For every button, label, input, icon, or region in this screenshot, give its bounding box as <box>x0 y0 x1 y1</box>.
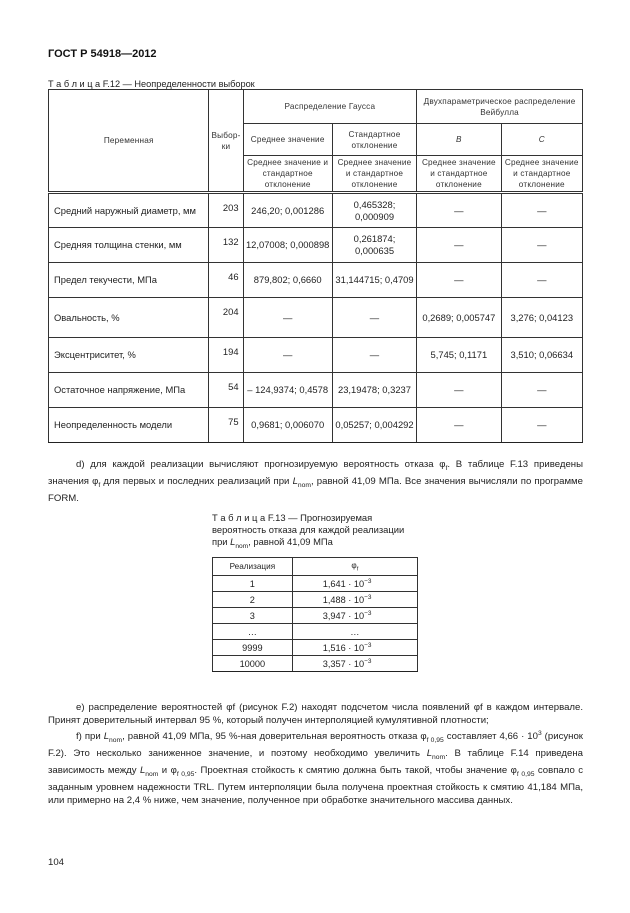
header-sub: Среднее значение и стандартное отклонение <box>243 156 332 193</box>
cell-gauss-mean: 0,9681; 0,006070 <box>243 408 332 443</box>
header-implementation: Реализация <box>213 558 293 576</box>
table-row <box>49 228 583 263</box>
cell-weibull-b: — <box>417 193 501 228</box>
cell-variable: Предел текучести, МПа <box>49 263 209 298</box>
cell-gauss-std: 23,19478; 0,3237 <box>332 373 416 408</box>
cell-weibull-b: 5,745; 0,1171 <box>417 338 501 373</box>
header-std: Стандартное отклонение <box>332 124 416 156</box>
paragraphs-e-f <box>48 701 583 807</box>
table-row <box>49 408 583 443</box>
cell-probability: $1,516 \cdot 10^{-3}$ <box>292 640 417 656</box>
header-samples: Выбор-ки <box>209 90 243 193</box>
table-row <box>49 373 583 408</box>
cell-weibull-c: 3,510; 0,06634 <box>501 338 582 373</box>
cell-gauss-mean: 246,20; 0,001286 <box>243 193 332 228</box>
table-f13 <box>212 557 418 672</box>
cell-samples: 203 <box>209 193 243 228</box>
cell-samples: 204 <box>209 298 243 338</box>
table-f12-caption: Т а б л и ц а F.12 — Неопределенности выборок <box>48 79 255 89</box>
cell-samples: 54 <box>209 373 243 408</box>
header-sub: Среднее значение и стандартное отклонение <box>332 156 416 193</box>
header-b: B <box>417 124 501 156</box>
table-f13-caption: Т а б л и ц а F.13 — Прогнозируемая вероятность отказа для каждой реализации при $L_{nom}$, равной 41,09 МПа <box>212 512 405 550</box>
cell-weibull-c: — <box>501 373 582 408</box>
cell-gauss-std: 0,465328; 0,000909 <box>332 193 416 228</box>
paragraph-f: f) при $L_{nom}$, равной 41,09 МПа, 95 %-ная доверительная вероятность отказа $\varphi_{f 0,95}$ составляет $4,66 \cdot 10^3$ (рисунок F.2). Это несколько заниженное значение, и поэтому необходимо увеличить $L_{nom}$. В таблице F.14 приведена зависимость между $L_{nom}$ и $\varphi_{f 0,95}$. Проектная стойкость к смятию должна быть такой, чтобы значение $\varphi_{f 0,95}$ совпало с заданным уровнем надежности TRL. Путем интерполяции была получена проектная стойкость к смятию 41,184 МПа, или примерно на 2,4 % ниже, чем значение, полученное при обработке значительного массива данных. <box>48 730 584 806</box>
page-number: 104 <box>48 857 65 868</box>
cell-weibull-c: — <box>501 193 582 228</box>
cell-probability: $3,357 \cdot 10^{-3}$ <box>292 656 417 672</box>
cell-weibull-c: — <box>501 263 582 298</box>
cell-variable: Эксцентриситет, % <box>49 338 209 373</box>
cell-gauss-mean: 12,07008; 0,000898 <box>243 228 332 263</box>
table-row <box>49 298 583 338</box>
cell-implementation: … <box>213 624 293 640</box>
cell-weibull-c: — <box>501 408 582 443</box>
cell-gauss-mean: 879,802; 0,6660 <box>243 263 332 298</box>
cell-variable: Овальность, % <box>49 298 209 338</box>
cell-probability: $1,641 \cdot 10^{-3}$ <box>292 576 417 592</box>
cell-weibull-b: — <box>417 373 501 408</box>
cell-variable: Остаточное напряжение, МПа <box>49 373 209 408</box>
cell-probability: $3,947 \cdot 10^{-3}$ <box>292 608 417 624</box>
cell-gauss-std: 0,05257; 0,004292 <box>332 408 416 443</box>
cell-gauss-mean: — <box>243 298 332 338</box>
table-row <box>49 263 583 298</box>
cell-weibull-b: — <box>417 263 501 298</box>
cell-implementation: 3 <box>213 608 293 624</box>
cell-weibull-c: 3,276; 0,04123 <box>501 298 582 338</box>
table-f12 <box>48 89 583 443</box>
table-row <box>213 576 418 592</box>
document-header: ГОСТ Р 54918—2012 <box>48 48 157 60</box>
cell-variable: Средняя толщина стенки, мм <box>49 228 209 263</box>
header-c: C <box>501 124 582 156</box>
header-weibull: Двухпараметрическое распределение Вейбулла <box>417 90 583 124</box>
table-row <box>213 656 418 672</box>
cell-samples: 132 <box>209 228 243 263</box>
cell-implementation: 2 <box>213 592 293 608</box>
table-row <box>213 608 418 624</box>
header-phi: $\varphi_f$ <box>292 558 417 576</box>
cell-gauss-std: — <box>332 338 416 373</box>
cell-weibull-b: — <box>417 408 501 443</box>
header-sub: Среднее значение и стандартное отклонение <box>501 156 582 193</box>
table-row <box>49 338 583 373</box>
header-mean: Среднее значение <box>243 124 332 156</box>
table-row <box>49 193 583 228</box>
cell-implementation: 1 <box>213 576 293 592</box>
paragraph-e: e) распределение вероятностей φf (рисунок F.2) находят подсчетом числа появлений φf в каждом интервале. Принят доверительный интервал 95 %, который получен интерполяцией кумулятивной плотности; <box>48 702 583 726</box>
header-gauss: Распределение Гаусса <box>243 90 417 124</box>
header-variable: Переменная <box>49 90 209 193</box>
table-row <box>213 624 418 640</box>
cell-variable: Средний наружный диаметр, мм <box>49 193 209 228</box>
table-row <box>213 640 418 656</box>
cell-variable: Неопределенность модели <box>49 408 209 443</box>
cell-samples: 46 <box>209 263 243 298</box>
cell-samples: 75 <box>209 408 243 443</box>
header-sub: Среднее значение и стандартное отклонение <box>417 156 501 193</box>
cell-weibull-b: — <box>417 228 501 263</box>
cell-gauss-std: — <box>332 298 416 338</box>
paragraph-d: d) для каждой реализации вычисляют прогнозируемую вероятность отказа $\varphi_f$. В таблице F.13 приведены значения $\varphi_f$ для первых и последних реализаций при $L_{nom}$, равной 41,09 МПа. Все значения вычисляли по программе FORM. <box>48 459 584 504</box>
cell-gauss-std: 0,261874; 0,000635 <box>332 228 416 263</box>
cell-weibull-b: 0,2689; 0,005747 <box>417 298 501 338</box>
cell-probability: $1,488 \cdot 10^{-3}$ <box>292 592 417 608</box>
cell-gauss-mean: — <box>243 338 332 373</box>
cell-gauss-std: 31,144715; 0,4709 <box>332 263 416 298</box>
cell-gauss-mean: – 124,9374; 0,4578 <box>243 373 332 408</box>
cell-implementation: 10000 <box>213 656 293 672</box>
cell-weibull-c: — <box>501 228 582 263</box>
cell-implementation: 9999 <box>213 640 293 656</box>
cell-probability: … <box>292 624 417 640</box>
cell-samples: 194 <box>209 338 243 373</box>
table-row <box>213 592 418 608</box>
